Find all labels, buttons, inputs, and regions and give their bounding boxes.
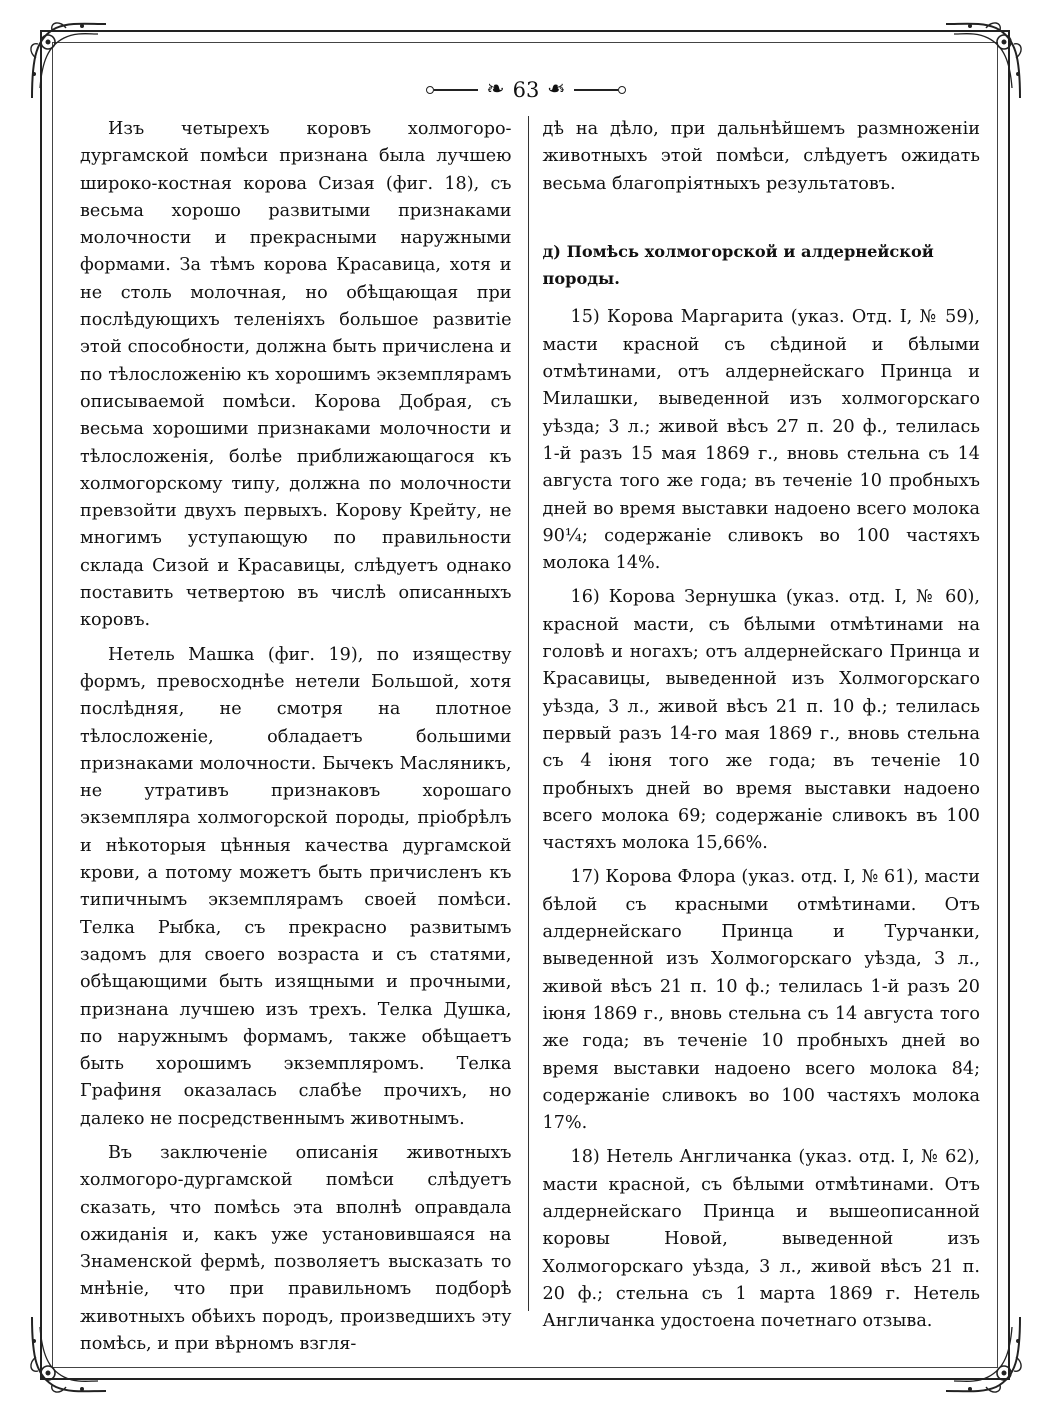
section-heading: д) Помѣсь холмогорской и алдернейской породы. (542, 241, 934, 289)
header-rule-left (434, 89, 478, 91)
paragraph: Въ заключеніе описанія животныхъ холмогоро-дургамской помѣси слѣдуетъ сказать, что помѣсь эта вполнѣ оправдала ожиданія и, какъ уже установившаяся на Знаменской фермѣ, позволяетъ высказать то мнѣніе, что при правильномъ подборѣ животныхъ обѣихъ породъ, произведшихъ эту помѣсь, и при вѣрномъ взгля- (80, 1142, 512, 1355)
right-column (529, 116, 981, 1332)
text-columns (80, 116, 980, 1355)
entry-paragraph: 17) Корова Флора (указ. отд. I, № 61), масти бѣлой съ красными отмѣтинами. Отъ алдернейскаго Принца и Турчанки, выведенной изъ Холмогорскаго уѣзда, 3 л., живой вѣсъ 21 п. 10 ф.; телилась 1-й разъ 20 іюня 1869 г., вновь стельна съ 14 августа того же года; въ теченіе 10 пробныхъ дней во время выставки надоено всего молока 84; содержаніе сливокъ во 100 частяхъ молока 17%. (542, 867, 980, 1134)
scroll-flourish-icon: ❧ (547, 77, 566, 102)
header-rule-right (574, 89, 618, 91)
paragraph: Изъ четырехъ коровъ холмогоро-дургамской помѣси признана была лучшею широко-костная корова Сизая (фиг. 18), съ весьма хорошо развитыми признаками молочности и прекрасными наружными формами. За тѣмъ корова Красавица, хотя и не столь молочная, но обѣщающая при послѣдующихъ теленіяхъ большое развитіе этой способности, должна быть причислена и по тѣлосложенію къ хорошимъ экземплярамъ описываемой помѣси. Корова Добрая, съ весьма хорошими признаками молочности и тѣлосложенія, болѣе приближающагося къ холмогорскому типу, должна по молочности превзойти двухъ первыхъ. Корову Крейту, не многимъ уступающую по правильности склада Сизой и Красавицы, слѣдуетъ однако поставить четвертою въ числѣ описанныхъ коровъ. (80, 119, 512, 631)
entry-paragraph: 16) Корова Зернушка (указ. отд. I, № 60), красной масти, съ бѣлыми отмѣтинами на головѣ и ногахъ; отъ алдернейскаго Принца и Красавицы, выведенной изъ Холмогорскаго уѣзда, 3 л., живой вѣсъ 21 п. 10 ф.; телилась первый разъ 14-го мая 1869 г., вновь стельна съ 4 іюня того же года; въ теченіе 10 пробныхъ дней во время выставки надоено всего молока 69; содержаніе сливокъ въ 100 частяхъ молока 15,66%. (542, 587, 980, 854)
paragraph-continuation: дѣ на дѣло, при дальнѣйшемъ размноженіи животныхъ этой помѣси, слѣдуетъ ожидать весьма благопріятныхъ результатовъ. (542, 119, 980, 194)
page-number: 63 (512, 78, 540, 102)
entry-paragraph: 15) Корова Маргарита (указ. Отд. I, № 59), масти красной съ сѣдиной и бѣлыми отмѣтинами, отъ алдернейскаго Принца и Милашки, выведенной изъ холмогорскаго уѣзда; 3 л.; живой вѣсъ 27 п. 20 ф., телилась 1-й разъ 15 мая 1869 г., вновь стельна съ 14 августа того же года; въ теченіе 10 пробныхъ дней во время выставки надоено всего молока 90¼; содержаніе сливокъ во 100 частяхъ молока 14%. (542, 307, 980, 574)
paragraph: Нетель Машка (фиг. 19), по изяществу формъ, превосходнѣе нетели Большой, хотя послѣдняя, не смотря на плотное тѣлосложеніе, обладаетъ большими признаками молочности. Бычекъ Масляникъ, не утративъ признаковъ хорошаго экземпляра холмогорской породы, пріобрѣлъ и нѣкоторыя цѣнныя качества дургамской крови, а потому можетъ быть причисленъ къ типичнымъ экземплярамъ своей помѣси. Телка Рыбка, съ прекрасно развитымъ задомъ для своего возраста и съ статями, обѣщающими быть изящными и прочными, признана лучшею изъ трехъ. Телка Душка, по наружнымъ формамъ, также обѣщаетъ быть хорошимъ экземпляромъ. Телка Графиня оказалась слабѣе прочихъ, но далеко не посредственнымъ животнымъ. (80, 644, 512, 1129)
entry-paragraph: 18) Нетель Англичанка (указ. отд. I, № 62), масти красной, съ бѣлыми отмѣтинами. Отъ алдернейскаго Принца и вышеописанной коровы Новой, выведенной изъ Холмогорскаго уѣзда, 3 л., живой вѣсъ 21 п. 20 ф.; стельна съ 1 марта 1869 г. Нетель Англичанка удостоена почетнаго отзыва. (542, 1147, 980, 1332)
page-header (0, 76, 1052, 104)
left-column (80, 116, 528, 1355)
scroll-flourish-icon: ❧ (486, 77, 505, 102)
